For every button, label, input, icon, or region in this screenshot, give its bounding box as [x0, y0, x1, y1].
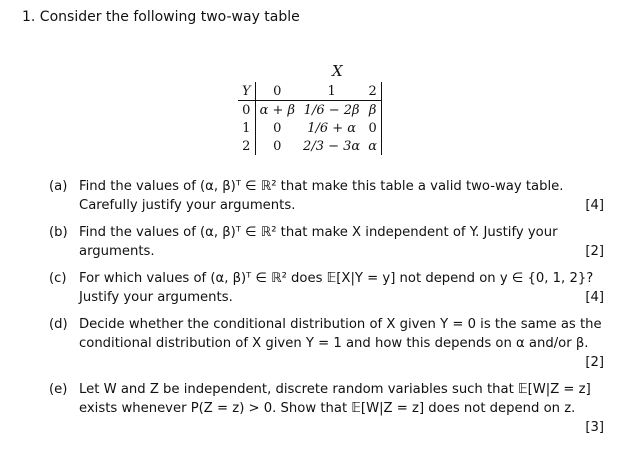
part-text-line2: conditional distribution of X given Y = 1 and how this depends on α and/or β. — [79, 336, 589, 351]
table-header-row — [238, 82, 381, 101]
part-a — [49, 177, 604, 215]
y-value-1: 1 — [238, 119, 255, 137]
part-marks: [4] — [585, 198, 604, 213]
table-row — [238, 137, 381, 155]
cell-1-0: 0 — [273, 120, 282, 136]
part-label: (c) — [49, 271, 67, 286]
part-marks: [4] — [585, 290, 604, 305]
y-value-0: 0 — [238, 101, 255, 120]
part-text-line1: Find the values of (α, β)ᵀ ∈ ℝ² that make X independent of Y. Justify your — [79, 225, 558, 240]
table-y-label: Y — [238, 82, 255, 101]
cell-1-2: 0 — [364, 119, 381, 137]
part-label: (a) — [49, 179, 68, 194]
part-text-line1: Decide whether the conditional distribution of X given Y = 0 is the same as the — [79, 317, 602, 332]
question-heading: 1. Consider the following two-way table — [22, 9, 300, 25]
part-d — [49, 315, 604, 372]
part-label: (b) — [49, 225, 68, 240]
part-e — [49, 380, 604, 437]
part-c — [49, 269, 604, 307]
cell-0-2: β — [364, 101, 381, 120]
part-marks: [3] — [585, 420, 604, 435]
x-value-2: 2 — [364, 82, 381, 101]
two-way-table — [238, 82, 382, 155]
part-text-line1: For which values of (α, β)ᵀ ∈ ℝ² does 𝔼[X|Y = y] not depend on y ∈ {0, 1, 2}? — [79, 271, 594, 286]
part-text-line2: Justify your arguments. — [79, 290, 233, 305]
part-text-line1: Find the values of (α, β)ᵀ ∈ ℝ² that make this table a valid two-way table. — [79, 179, 564, 194]
part-label: (e) — [49, 382, 68, 397]
part-text-line2: Carefully justify your arguments. — [79, 198, 296, 213]
table-row — [238, 101, 381, 120]
part-text-line2: exists whenever P(Z = z) > 0. Show that 𝔼[W|Z = z] does not depend on z. — [79, 401, 576, 416]
y-value-2: 2 — [238, 137, 255, 155]
x-value-0: 0 — [255, 82, 299, 101]
x-value-1: 1 — [299, 82, 364, 101]
cell-2-2: α — [364, 137, 381, 155]
part-marks: [2] — [585, 355, 604, 370]
table-row — [238, 119, 381, 137]
part-text-line1: Let W and Z be independent, discrete random variables such that 𝔼[W|Z = z] — [79, 382, 591, 397]
part-label: (d) — [49, 317, 68, 332]
cell-1-1: 1/6 + α — [307, 120, 357, 136]
cell-2-0: 0 — [273, 138, 282, 154]
table-x-label: X — [332, 62, 343, 80]
part-b — [49, 223, 604, 261]
part-text-line2: arguments. — [79, 244, 155, 259]
part-marks: [2] — [585, 244, 604, 259]
question-parts — [49, 177, 604, 445]
cell-0-0: α + β — [259, 102, 296, 118]
cell-0-1: 1/6 − 2β — [303, 102, 360, 118]
cell-2-1: 2/3 − 3α — [303, 138, 361, 154]
